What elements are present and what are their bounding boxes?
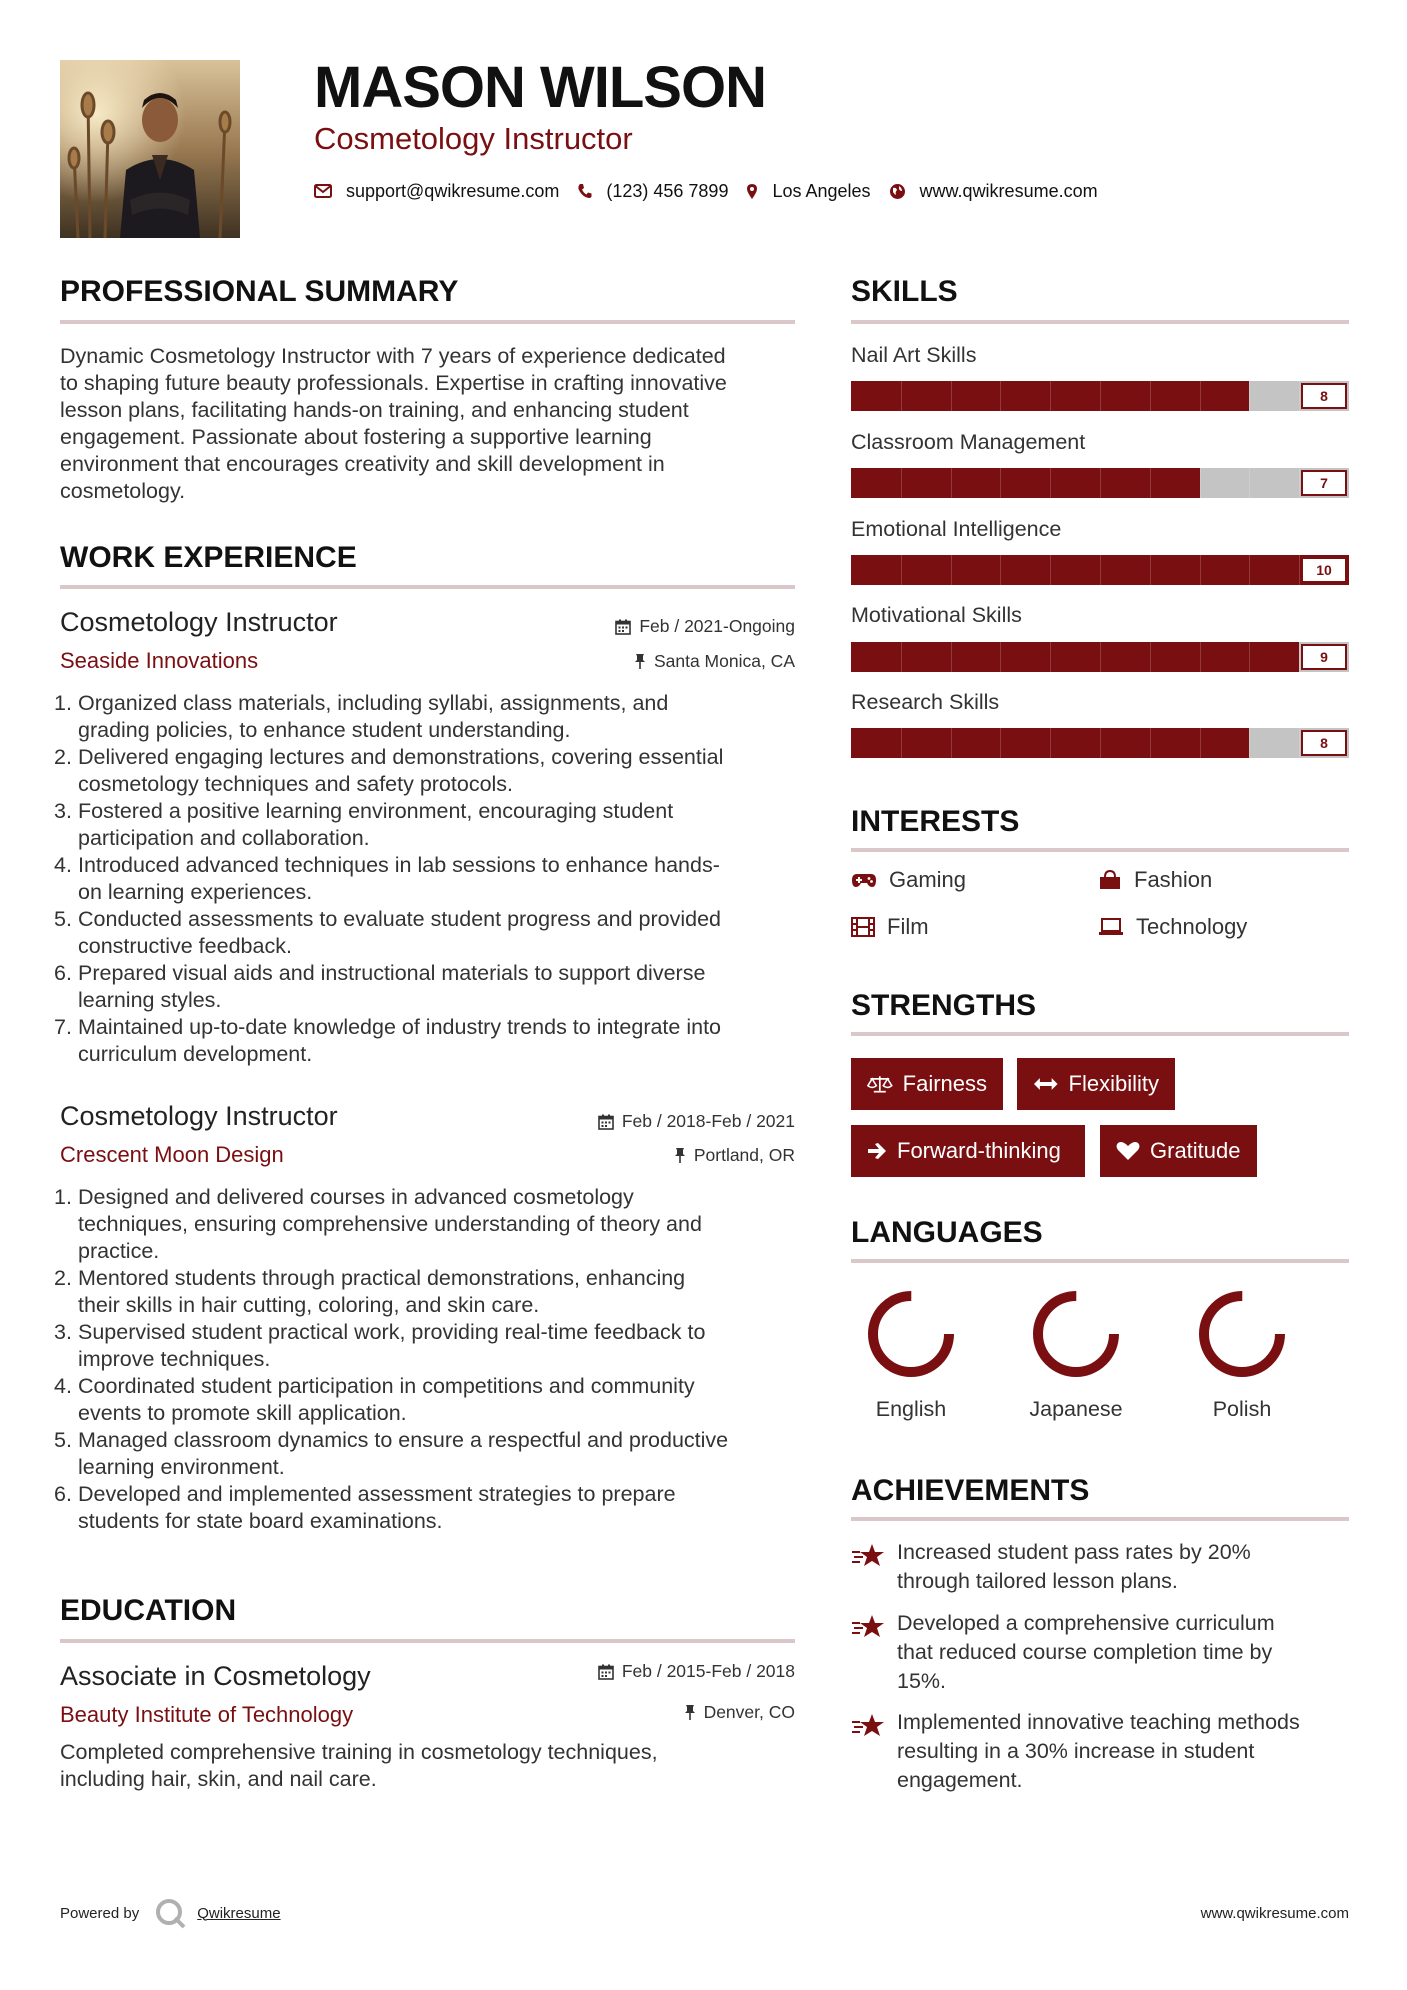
job-dates-text: Feb / 2021-Ongoing [639, 616, 795, 636]
job-location [634, 651, 795, 672]
skill-bar [851, 468, 1349, 498]
heart-icon [1116, 1141, 1140, 1161]
experience-heading: WORK EXPERIENCE [60, 541, 357, 574]
skill-bar-segment [1150, 728, 1151, 758]
list-item: 5. Conducted assessments to evaluate student progress and provided constructive feedback. [54, 907, 722, 958]
achievement-item [851, 1609, 1351, 1696]
globe-icon [889, 183, 906, 200]
star-trophy-icon [851, 1542, 885, 1568]
list-item: 6. Developed and implemented assessment strategies to prepare students for state board examinations. [54, 1482, 676, 1533]
strength-tag [851, 1125, 1085, 1177]
skill-bar-segment [951, 381, 952, 411]
job-location-text: Santa Monica, CA [653, 651, 795, 671]
list-item: 3. Fostered a positive learning environment, encouraging student participation and collaboration. [54, 799, 674, 850]
skill-bar-segment [1000, 381, 1001, 411]
achievement-line: 15%. [897, 1669, 947, 1693]
skill-bar-segment [1050, 381, 1051, 411]
candidate-name: MASON WILSON [314, 55, 766, 120]
list-item: 5. Managed classroom dynamics to ensure a respectful and productive learning environment. [54, 1428, 729, 1479]
summary-line: environment that encourages creativity and skill development in [60, 452, 665, 476]
summary-rule [60, 320, 795, 324]
interest-label: Fashion [1134, 867, 1213, 892]
skill-bar-segment [1200, 381, 1201, 411]
list-item: 4. Coordinated student participation in competitions and community events to promote skill application. [54, 1374, 695, 1425]
skill-score: 9 [1301, 644, 1347, 670]
interest-item [851, 867, 966, 893]
job-dates [615, 616, 795, 637]
list-item: 2. Mentored students through practical demonstrations, enhancing their skills in hair cutting, coloring, and skin care. [54, 1266, 686, 1317]
balance-scale-icon [867, 1073, 893, 1095]
job-bullets [54, 690, 795, 1068]
laptop-icon [1098, 918, 1124, 936]
skill-bar-segment [901, 728, 902, 758]
school-name: Beauty Institute of Technology [60, 1702, 354, 1727]
job-location-text: Portland, OR [693, 1145, 795, 1165]
skill-bar-segment [1249, 728, 1250, 758]
education-description [60, 1739, 800, 1793]
skill-bar-segment [1200, 555, 1201, 585]
job-bullets [54, 1184, 795, 1535]
strength-tag [1017, 1058, 1175, 1110]
language-level-ring [864, 1287, 958, 1381]
skill-bar-segment [1000, 468, 1001, 498]
skill-bar-segment [951, 555, 952, 585]
arrow-right-icon [867, 1142, 887, 1160]
skill-bar [851, 381, 1349, 411]
skill-bar-fill [851, 642, 1299, 672]
skill-label: Motivational Skills [851, 603, 1022, 627]
job-dates [598, 1111, 795, 1132]
skill-label: Classroom Management [851, 430, 1086, 454]
skill-bar-segment [1249, 381, 1250, 411]
interests-heading: INTERESTS [851, 805, 1020, 838]
skill-bar-fill [851, 468, 1200, 498]
skill-bar [851, 728, 1349, 758]
strength-tag [1100, 1125, 1257, 1177]
skill-bar-segment [1100, 468, 1101, 498]
interest-label: Gaming [889, 867, 967, 892]
qwikresume-logo-icon [153, 1896, 187, 1930]
calendar-icon [615, 619, 631, 635]
envelope-icon [314, 184, 332, 198]
achievement-item [851, 1538, 1351, 1596]
skill-bar-segment [1100, 381, 1101, 411]
languages-rule [851, 1259, 1349, 1263]
job-company: Seaside Innovations [60, 648, 259, 673]
list-item: 6. Prepared visual aids and instructional materials to support diverse learning styles. [54, 961, 706, 1012]
language-name: Japanese [1029, 1397, 1123, 1421]
achievements-heading: ACHIEVEMENTS [851, 1474, 1090, 1507]
handbag-icon [1098, 870, 1122, 890]
degree-title: Associate in Cosmetology [60, 1661, 371, 1691]
calendar-icon [598, 1114, 614, 1130]
strengths-rule [851, 1032, 1349, 1036]
summary-text [60, 343, 800, 505]
skill-label: Nail Art Skills [851, 343, 977, 367]
education-line: Completed comprehensive training in cosmetology techniques, [60, 1740, 658, 1764]
job-role: Cosmetology Instructor [60, 607, 338, 637]
pin-icon [674, 1147, 686, 1164]
skill-score: 10 [1301, 557, 1347, 583]
skills-heading: SKILLS [851, 275, 958, 308]
skill-score: 7 [1301, 470, 1347, 496]
arrows-horizontal-icon [1033, 1077, 1059, 1091]
strength-tag [851, 1058, 1003, 1110]
achievement-line: Implemented innovative teaching methods [897, 1710, 1300, 1734]
skill-bar-segment [951, 728, 952, 758]
skill-bar-segment [901, 468, 902, 498]
job-role: Cosmetology Instructor [60, 1101, 338, 1131]
skill-bar-segment [901, 381, 902, 411]
skills-rule [851, 320, 1349, 324]
achievement-line: engagement. [897, 1768, 1023, 1792]
calendar-icon [598, 1664, 614, 1680]
interest-item [851, 914, 929, 940]
skill-bar-segment [1050, 468, 1051, 498]
film-icon [851, 917, 875, 937]
pin-icon [684, 1704, 696, 1721]
list-item: 4. Introduced advanced techniques in lab sessions to enhance hands- on learning experiences. [54, 853, 720, 904]
footer-powered-by [60, 1896, 281, 1930]
education-location [684, 1702, 795, 1723]
footer-website[interactable]: www.qwikresume.com [1200, 1905, 1349, 1922]
skill-bar-segment [1150, 468, 1151, 498]
language-name: English [875, 1397, 947, 1421]
language-name: Polish [1212, 1397, 1272, 1421]
contact-phone[interactable] [577, 181, 728, 202]
candidate-title: Cosmetology Instructor [314, 121, 633, 156]
phone-icon [577, 183, 592, 199]
phone-text: (123) 456 7899 [606, 180, 729, 201]
education-dates-text: Feb / 2015-Feb / 2018 [621, 1661, 795, 1681]
skill-bar-segment [1249, 555, 1250, 585]
summary-line: cosmetology. [60, 479, 186, 503]
skill-bar-segment [951, 468, 952, 498]
achievement-line: resulting in a 30% increase in student [897, 1739, 1255, 1763]
strength-label: Flexibility [1068, 1071, 1159, 1096]
skill-bar-segment [1100, 642, 1101, 672]
strength-label: Gratitude [1150, 1138, 1241, 1163]
website-text: www.qwikresume.com [919, 180, 1098, 201]
skill-bar-segment [901, 642, 902, 672]
skill-bar-segment [1200, 468, 1201, 498]
language-level-ring [1029, 1287, 1123, 1381]
star-trophy-icon [851, 1712, 885, 1738]
contact-email[interactable] [314, 181, 559, 202]
interest-label: Technology [1136, 914, 1248, 939]
education-heading: EDUCATION [60, 1594, 237, 1627]
summary-line: Dynamic Cosmetology Instructor with 7 years of experience dedicated [60, 344, 726, 368]
language-item [1001, 1287, 1151, 1422]
achievements-rule [851, 1517, 1349, 1521]
language-item [836, 1287, 986, 1422]
gamepad-icon [851, 871, 877, 889]
skill-bar-segment [1249, 642, 1250, 672]
strength-label: Fairness [902, 1071, 987, 1096]
contact-location [746, 181, 870, 202]
achievement-line: Increased student pass rates by 20% [897, 1540, 1251, 1564]
list-item: 1. Designed and delivered courses in advanced cosmetology techniques, ensuring comprehensive understanding of theory and practice. [54, 1185, 702, 1263]
languages-heading: LANGUAGES [851, 1216, 1043, 1249]
skill-bar-segment [1000, 555, 1001, 585]
summary-heading: PROFESSIONAL SUMMARY [60, 275, 459, 308]
education-rule [60, 1639, 795, 1643]
skill-bar-segment [1150, 642, 1151, 672]
achievement-line: through tailored lesson plans. [897, 1569, 1178, 1593]
list-item: 2. Delivered engaging lectures and demonstrations, covering essential cosmetology techniques and safety protocols. [54, 745, 724, 796]
skill-bar [851, 555, 1349, 585]
language-item [1167, 1287, 1317, 1422]
skill-bar-segment [1000, 728, 1001, 758]
email-text: support@qwikresume.com [346, 180, 560, 201]
education-dates [598, 1661, 795, 1682]
summary-line: engagement. Passionate about fostering a supportive learning [60, 425, 652, 449]
list-item: 3. Supervised student practical work, providing real-time feedback to improve techniques. [54, 1320, 706, 1371]
job-dates-text: Feb / 2018-Feb / 2021 [621, 1111, 795, 1131]
language-level-ring [1195, 1287, 1289, 1381]
map-marker-icon [746, 183, 758, 200]
skill-bar-segment [1150, 555, 1151, 585]
strength-label: Forward-thinking [897, 1138, 1061, 1163]
job-location [674, 1145, 795, 1166]
skill-bar-segment [1249, 468, 1250, 498]
skill-bar-segment [1050, 728, 1051, 758]
interest-item [1098, 914, 1247, 940]
powered-by-text: Powered by [60, 1904, 140, 1922]
skill-bar-segment [1000, 642, 1001, 672]
achievement-line: Developed a comprehensive curriculum [897, 1611, 1275, 1635]
skill-bar-segment [1100, 728, 1101, 758]
skill-score: 8 [1301, 730, 1347, 756]
interests-rule [851, 848, 1349, 852]
summary-line: lesson plans, facilitating hands-on training, and enhancing student [60, 398, 689, 422]
star-trophy-icon [851, 1613, 885, 1639]
job-company: Crescent Moon Design [60, 1142, 284, 1167]
achievement-item [851, 1708, 1351, 1795]
skill-bar-segment [1050, 642, 1051, 672]
skill-bar-segment [1200, 728, 1201, 758]
skill-bar-segment [1050, 555, 1051, 585]
skill-bar-segment [951, 642, 952, 672]
interest-label: Film [887, 914, 929, 939]
list-item: 7. Maintained up-to-date knowledge of industry trends to integrate into curriculum development. [54, 1015, 722, 1066]
interest-item [1098, 867, 1212, 893]
skill-bar-segment [1150, 381, 1151, 411]
skill-bar [851, 642, 1349, 672]
skill-bar-segment [1100, 555, 1101, 585]
skill-label: Research Skills [851, 690, 1000, 714]
skill-bar-segment [901, 555, 902, 585]
education-location-text: Denver, CO [703, 1702, 795, 1722]
list-item: 1. Organized class materials, including syllabi, assignments, and grading policies, to enhance student understanding. [54, 691, 669, 742]
contact-website[interactable] [889, 181, 1098, 202]
achievement-line: that reduced course completion time by [897, 1640, 1273, 1664]
strengths-heading: STRENGTHS [851, 989, 1037, 1022]
pin-icon [634, 653, 646, 670]
qwikresume-link[interactable]: Qwikresume [197, 1904, 281, 1922]
skill-score: 8 [1301, 383, 1347, 409]
skill-label: Emotional Intelligence [851, 517, 1062, 541]
location-text: Los Angeles [772, 180, 871, 201]
experience-rule [60, 585, 795, 589]
profile-photo [60, 60, 240, 238]
contact-bar [314, 176, 1116, 206]
summary-line: to shaping future beauty professionals. Expertise in crafting innovative [60, 371, 727, 395]
education-line: including hair, skin, and nail care. [60, 1767, 377, 1791]
skill-bar-segment [1200, 642, 1201, 672]
